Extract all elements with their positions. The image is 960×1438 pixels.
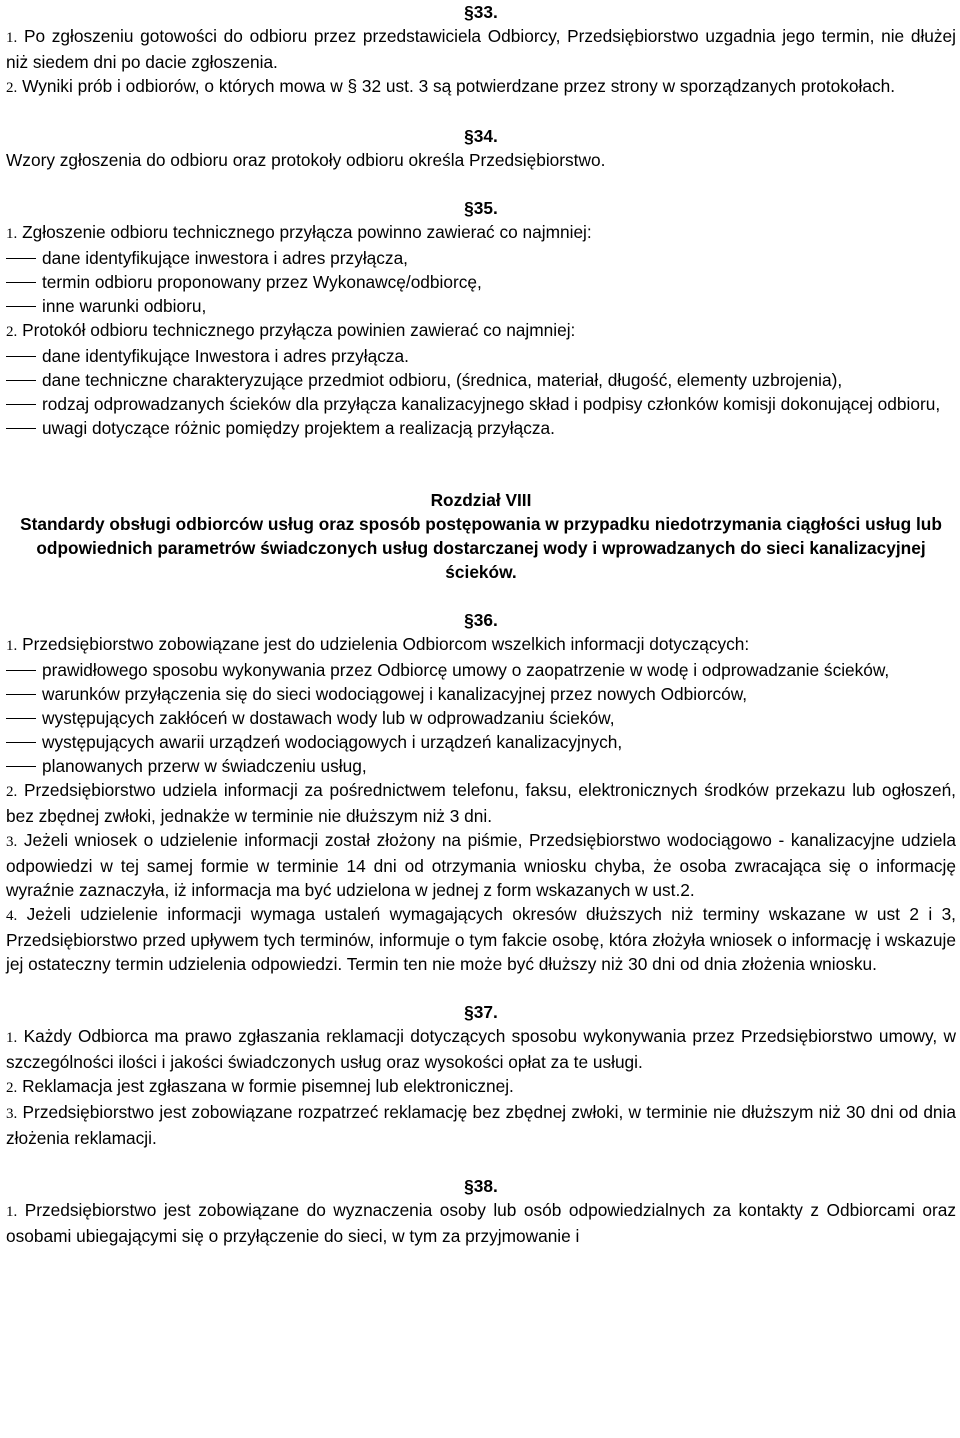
paragraph-number: 2. xyxy=(6,324,18,340)
list-item: występujących zakłóceń w dostawach wody lub w odprowadzaniu ścieków, xyxy=(6,706,956,730)
paragraph-number: 1. xyxy=(6,1030,18,1046)
section-heading-37: §37. xyxy=(464,1002,498,1022)
list-item: termin odbioru proponowany przez Wykonawcę/odbiorcę, xyxy=(6,270,956,294)
paragraph-37-1: 1. Każdy Odbiorca ma prawo zgłaszania reklamacji dotyczących sposobu wykonywania przez Przedsiębiorstwo umowy, w szczególności ilości i jakości świadczonych usług oraz wysokości opłat za te usługi. xyxy=(6,1026,956,1072)
paragraph-33-1: 1. Po zgłoszeniu gotowości do odbioru przez przedstawiciela Odbiorcy, Przedsiębiorstwo uzgadnia jego termin, nie dłużej niż siedem dni po dacie zgłoszenia. xyxy=(6,26,956,72)
paragraph-number: 2. xyxy=(6,1080,18,1096)
paragraph-number: 1. xyxy=(6,30,18,46)
paragraph-number: 4. xyxy=(6,908,18,924)
paragraph-33-2: 2. Wyniki prób i odbiorów, o których mowa w § 32 ust. 3 są potwierdzane przez strony w sporządzanych protokołach. xyxy=(6,76,896,96)
section-heading-35: §35. xyxy=(464,198,498,218)
dash-bullet xyxy=(6,404,36,405)
list-item: rodzaj odprowadzanych ścieków dla przyłącza kanalizacyjnego skład i podpisy członków komisji dokonującej odbioru, xyxy=(6,392,956,416)
paragraph-number: 1. xyxy=(6,638,18,654)
section-heading-34: §34. xyxy=(464,126,498,146)
dash-bullet xyxy=(6,306,36,307)
dash-bullet xyxy=(6,380,36,381)
dash-bullet xyxy=(6,670,36,671)
dash-bullet xyxy=(6,742,36,743)
paragraph-number: 2. xyxy=(6,80,18,96)
paragraph-35-1: 1. Zgłoszenie odbioru technicznego przyłącza powinno zawierać co najmniej: xyxy=(6,222,592,242)
list-item: planowanych przerw w świadczeniu usług, xyxy=(6,754,956,778)
paragraph-number: 3. xyxy=(6,1106,18,1122)
paragraph-36-4: 4. Jeżeli udzielenie informacji wymaga ustaleń wymagających okresów dłuższych niż terminy wskazane w ust 2 i 3, Przedsiębiorstwo przed upływem tych terminów, informuje o tym fakcie osobę, która złożyła wniosek o informację i wskazuje jej ostateczny termin udzielenia odpowiedzi. Termin ten nie może być dłuższy niż 30 dni od dnia złożenia wniosku. xyxy=(6,904,956,974)
chapter-subtitle: Standardy obsługi odbiorców usług oraz sposób postępowania w przypadku niedotrzymania ciągłości usług lub odpowiednich parametrów świadczonych usług dostarczanej wody i wprowadzanych do sieci kanalizacyjnej ścieków. xyxy=(20,514,942,582)
paragraph-38-1: 1. Przedsiębiorstwo jest zobowiązane do wyznaczenia osoby lub osób odpowiedzialnych za kontakty z Odbiorcami oraz osobami ubiegającymi się o przyłączenie do sieci, w tym za przyjmowanie i xyxy=(6,1200,956,1246)
dash-bullet xyxy=(6,282,36,283)
document-page xyxy=(6,0,956,1248)
dash-bullet xyxy=(6,718,36,719)
paragraph-number: 1. xyxy=(6,1204,18,1220)
paragraph-36-2: 2. Przedsiębiorstwo udziela informacji za pośrednictwem telefonu, faksu, elektronicznych środków przekazu lub ogłoszeń, bez zbędnej zwłoki, jednakże w terminie nie dłuższym niż 3 dni. xyxy=(6,780,956,826)
paragraph-37-3: 3. Przedsiębiorstwo jest zobowiązane rozpatrzeć reklamację bez zbędnej zwłoki, w terminie nie dłuższym niż 30 dni od dnia złożenia reklamacji. xyxy=(6,1102,956,1148)
paragraph-number: 1. xyxy=(6,226,18,242)
section-heading-36: §36. xyxy=(464,610,498,630)
list-item: dane identyfikujące Inwestora i adres przyłącza. xyxy=(6,344,956,368)
list-item: warunków przyłączenia się do sieci wodociągowej i kanalizacyjnej przez nowych Odbiorców, xyxy=(6,682,956,706)
list-item: uwagi dotyczące różnic pomiędzy projektem a realizacją przyłącza. xyxy=(6,416,956,440)
paragraph-36-3: 3. Jeżeli wniosek o udzielenie informacji został złożony na piśmie, Przedsiębiorstwo wodociągowo - kanalizacyjne udziela odpowiedzi w tej samej formie w terminie 14 dni od otrzymania wniosku chyba, że osoba zwracająca się o informację wyraźnie zaznaczyła, iż informacja ma być udzielona w jednej z form wskazanych w ust.2. xyxy=(6,830,956,900)
list-item: dane techniczne charakteryzujące przedmiot odbioru, (średnica, materiał, długość, elementy uzbrojenia), xyxy=(6,368,956,392)
list-item: występujących awarii urządzeń wodociągowych i urządzeń kanalizacyjnych, xyxy=(6,730,956,754)
dash-bullet xyxy=(6,694,36,695)
dash-bullet xyxy=(6,428,36,429)
paragraph-37-2: 2. Reklamacja jest zgłaszana w formie pisemnej lub elektronicznej. xyxy=(6,1076,514,1096)
paragraph-34-1: Wzory zgłoszenia do odbioru oraz protokoły odbioru określa Przedsiębiorstwo. xyxy=(6,150,606,170)
paragraph-number: 2. xyxy=(6,784,18,800)
list-item: prawidłowego sposobu wykonywania przez Odbiorcę umowy o zaopatrzenie w wodę i odprowadzanie ścieków, xyxy=(6,658,956,682)
paragraph-35-2: 2. Protokół odbioru technicznego przyłącza powinien zawierać co najmniej: xyxy=(6,320,576,340)
list-item: inne warunki odbioru, xyxy=(6,294,956,318)
list-item: dane identyfikujące inwestora i adres przyłącza, xyxy=(6,246,956,270)
dash-bullet xyxy=(6,766,36,767)
section-heading-33: §33. xyxy=(464,2,498,22)
chapter-title: Rozdział VIII xyxy=(430,490,532,510)
section-heading-38: §38. xyxy=(464,1176,498,1196)
paragraph-36-1: 1. Przedsiębiorstwo zobowiązane jest do udzielenia Odbiorcom wszelkich informacji dotyczących: xyxy=(6,634,750,654)
paragraph-number: 3. xyxy=(6,834,18,850)
dash-bullet xyxy=(6,258,36,259)
dash-bullet xyxy=(6,356,36,357)
